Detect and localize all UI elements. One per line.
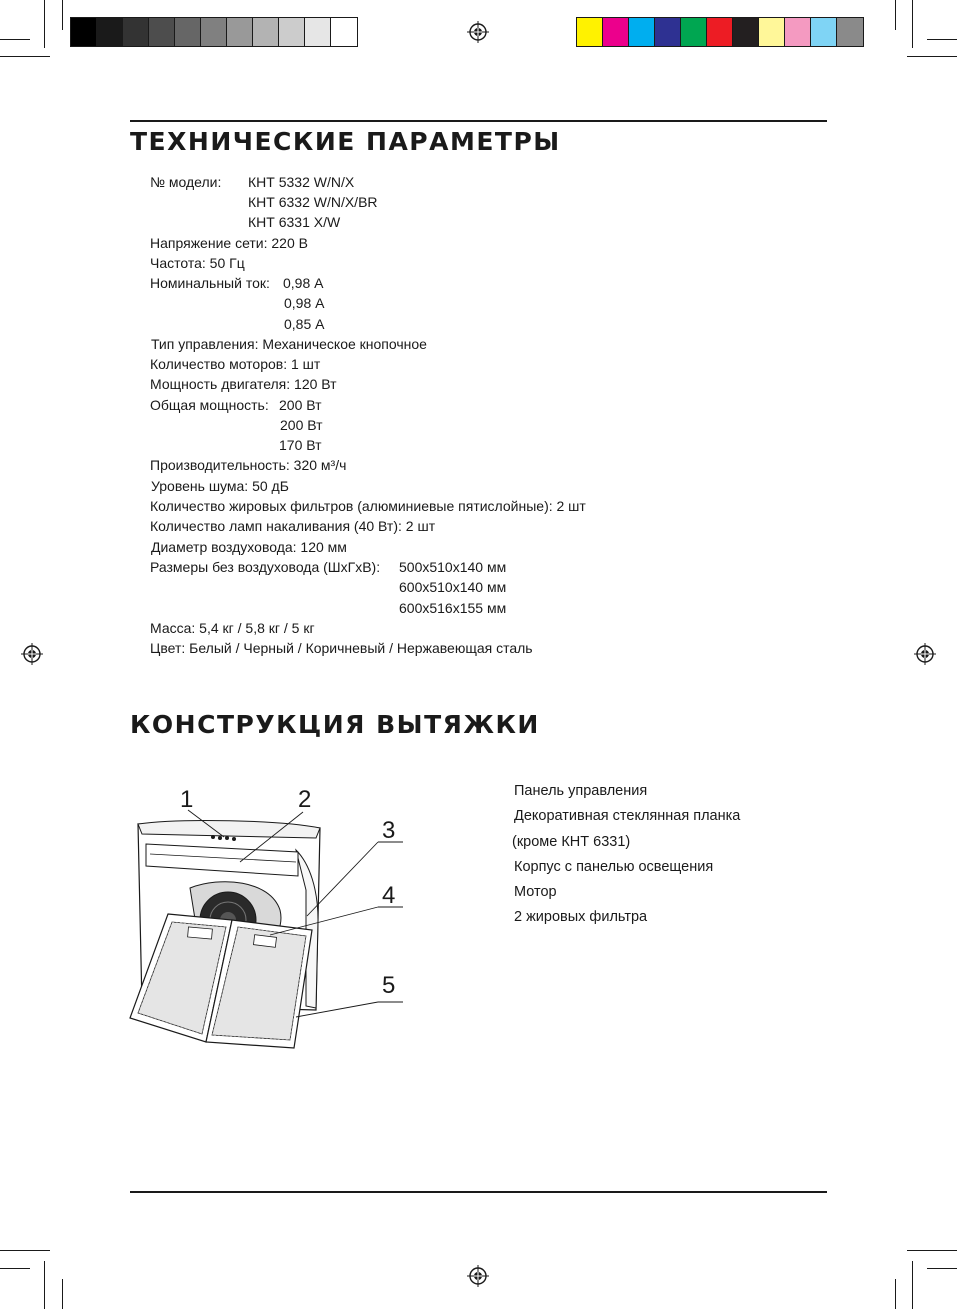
registration-mark-icon xyxy=(21,643,43,665)
color-swatch xyxy=(681,18,707,46)
callout-number: 5 xyxy=(382,972,396,999)
callout-number: 4 xyxy=(382,882,396,909)
model-value: КНТ 5332 W/N/X xyxy=(248,174,355,190)
color-swatch xyxy=(331,18,357,46)
construction-title: КОНСТРУКЦИЯ ВЫТЯЖКИ xyxy=(130,710,540,739)
color-swatch xyxy=(253,18,279,46)
registration-mark-icon xyxy=(467,1265,489,1287)
crop-mark xyxy=(927,39,957,40)
color-swatch xyxy=(707,18,733,46)
voltage: Напряжение сети: 220 В xyxy=(150,235,308,251)
legend-item: (кроме КНТ 6331) xyxy=(512,834,631,850)
registration-mark-icon xyxy=(914,643,936,665)
motor-power: Мощность двигателя: 120 Вт xyxy=(150,376,337,392)
color-swatch xyxy=(759,18,785,46)
color-swatch xyxy=(97,18,123,46)
color-swatch xyxy=(175,18,201,46)
crop-mark xyxy=(62,1279,63,1309)
callout-number: 2 xyxy=(298,786,312,813)
crop-mark xyxy=(0,56,50,57)
color-swatch xyxy=(123,18,149,46)
model-label: № модели: xyxy=(150,174,222,190)
color: Цвет: Белый / Черный / Коричневый / Нержавеющая сталь xyxy=(150,640,533,656)
crop-mark xyxy=(927,1268,957,1269)
capacity: Производительность: 320 м³/ч xyxy=(150,457,347,473)
callout-number: 3 xyxy=(382,817,396,844)
control-button xyxy=(232,837,236,841)
dimensions-value: 600х510х140 мм xyxy=(399,579,507,595)
crop-mark xyxy=(0,39,30,40)
crop-mark xyxy=(895,1279,896,1309)
control-button xyxy=(218,836,222,840)
total-power-value: 200 Вт xyxy=(280,417,323,433)
color-swatch xyxy=(811,18,837,46)
bottom-rule xyxy=(130,1191,827,1193)
crop-mark xyxy=(44,0,45,48)
current-value: 0,98 А xyxy=(283,275,324,291)
crop-mark xyxy=(62,0,63,30)
color-swatch xyxy=(305,18,331,46)
top-rule xyxy=(130,120,827,122)
color-swatch xyxy=(71,18,97,46)
duct-diameter: Диаметр воздуховода: 120 мм xyxy=(151,539,347,555)
legend-item: Корпус с панелью освещения xyxy=(514,859,714,875)
color-swatch xyxy=(733,18,759,46)
lamp-count: Количество ламп накаливания (40 Вт): 2 шт xyxy=(150,518,436,534)
dimensions-value: 600х516х155 мм xyxy=(399,600,507,616)
callout-number: 1 xyxy=(180,786,194,813)
legend-item: Декоративная стеклянная планка xyxy=(514,808,741,824)
total-power-label: Общая мощность: xyxy=(150,397,269,413)
legend-item: 2 жировых фильтра xyxy=(514,909,648,925)
color-print-bar xyxy=(576,17,864,47)
crop-mark xyxy=(0,1268,30,1269)
crop-mark xyxy=(44,1261,45,1309)
motor-count: Количество моторов: 1 шт xyxy=(150,356,321,372)
color-swatch xyxy=(655,18,681,46)
color-swatch xyxy=(577,18,603,46)
crop-mark xyxy=(912,0,913,48)
legend-item: Панель управления xyxy=(514,783,648,799)
current-value: 0,85 А xyxy=(284,316,325,332)
current-value: 0,98 А xyxy=(284,295,325,311)
control-type: Тип управления: Механическое кнопочное xyxy=(151,336,427,352)
grease-filter-count: Количество жировых фильтров (алюминиевые пятислойные): 2 шт xyxy=(150,498,586,514)
crop-mark xyxy=(895,0,896,30)
crop-mark xyxy=(907,1250,957,1251)
color-swatch xyxy=(279,18,305,46)
color-swatch xyxy=(603,18,629,46)
color-swatch xyxy=(837,18,863,46)
control-button xyxy=(211,835,215,839)
grayscale-print-bar xyxy=(70,17,358,47)
frequency: Частота: 50 Гц xyxy=(150,255,245,271)
specs-title: ТЕХНИЧЕСКИЕ ПАРАМЕТРЫ xyxy=(130,127,561,156)
color-swatch xyxy=(227,18,253,46)
crop-mark xyxy=(907,56,957,57)
noise-level: Уровень шума: 50 дБ xyxy=(151,478,289,494)
mass: Масса: 5,4 кг / 5,8 кг / 5 кг xyxy=(150,620,315,636)
dimensions-label: Размеры без воздуховода (ШхГхВ): xyxy=(150,559,381,575)
crop-mark xyxy=(0,1250,50,1251)
current-label: Номинальный ток: xyxy=(150,275,270,291)
model-value: КНТ 6331 X/W xyxy=(248,214,341,230)
model-value: КНТ 6332 W/N/X/BR xyxy=(248,194,378,210)
control-button xyxy=(225,836,229,840)
registration-mark-icon xyxy=(467,21,489,43)
hood-diagram xyxy=(120,780,420,1060)
crop-mark xyxy=(912,1261,913,1309)
total-power-value: 200 Вт xyxy=(279,397,322,413)
legend-item: Мотор xyxy=(514,884,557,900)
color-swatch xyxy=(785,18,811,46)
dimensions-value: 500х510х140 мм xyxy=(399,559,507,575)
color-swatch xyxy=(201,18,227,46)
color-swatch xyxy=(149,18,175,46)
color-swatch xyxy=(629,18,655,46)
total-power-value: 170 Вт xyxy=(279,437,322,453)
